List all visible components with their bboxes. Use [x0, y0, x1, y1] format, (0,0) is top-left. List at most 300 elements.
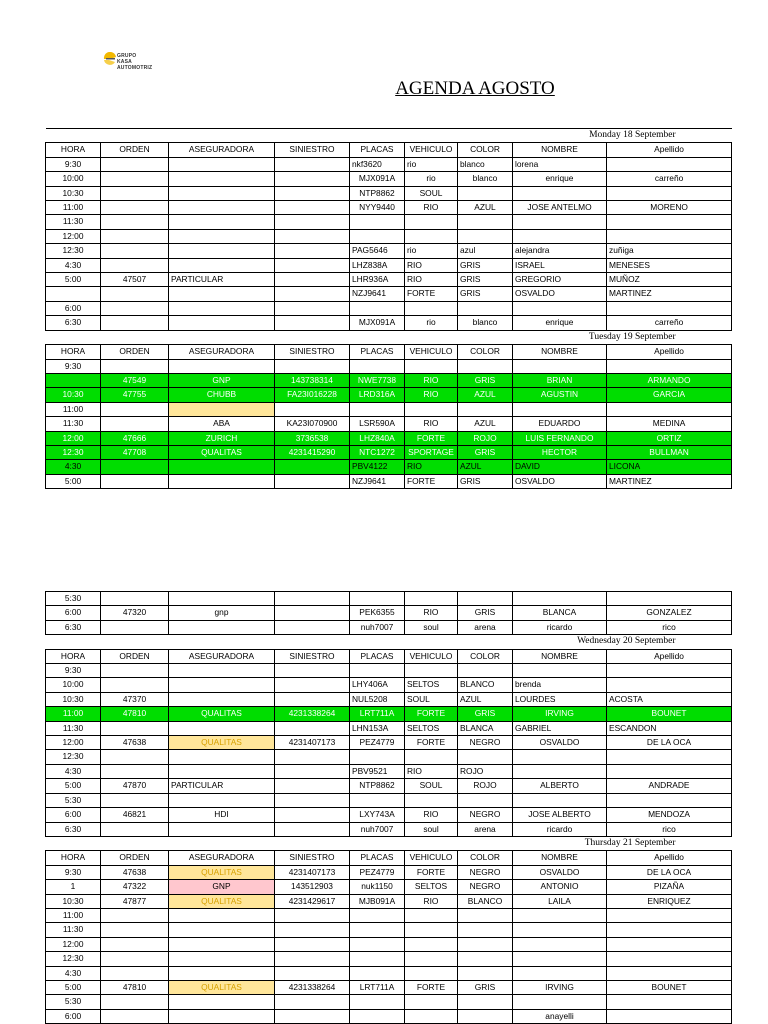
table-cell	[169, 620, 275, 634]
table-cell	[101, 244, 169, 258]
table-cell	[169, 822, 275, 836]
table-cell: FORTE	[405, 474, 458, 488]
table-cell	[513, 995, 607, 1009]
table-cell: 10:00	[46, 172, 101, 186]
table-cell: LHN153A	[350, 721, 405, 735]
table-cell: 11:30	[46, 923, 101, 937]
table-cell	[275, 966, 350, 980]
table-cell: 4:30	[46, 460, 101, 474]
table-cell: PEZ4779	[350, 736, 405, 750]
table-cell	[350, 793, 405, 807]
column-header: SINIESTRO	[275, 649, 350, 663]
table-cell: MUÑOZ	[607, 273, 732, 287]
table-cell	[101, 952, 169, 966]
table-cell	[169, 793, 275, 807]
table-cell: QUALITAS	[169, 894, 275, 908]
table-cell	[101, 1009, 169, 1023]
table-cell	[607, 966, 732, 980]
table-cell: 4:30	[46, 258, 101, 272]
table-cell	[458, 215, 513, 229]
table-cell	[405, 402, 458, 416]
table-cell: 47877	[101, 894, 169, 908]
table-cell: 47322	[101, 880, 169, 894]
column-header: SINIESTRO	[275, 851, 350, 865]
table-cell: EDUARDO	[513, 417, 607, 431]
table-cell	[101, 474, 169, 488]
table-row	[46, 258, 732, 272]
table-cell	[405, 923, 458, 937]
table-cell	[607, 908, 732, 922]
table-cell: 10:30	[46, 388, 101, 402]
table-cell: azul	[458, 244, 513, 258]
table-cell	[607, 952, 732, 966]
schedule-table-2	[45, 591, 732, 1024]
table-cell	[275, 721, 350, 735]
table-cell: FA23I016228	[275, 388, 350, 402]
table-cell	[458, 229, 513, 243]
table-cell	[458, 186, 513, 200]
table-cell: GRIS	[458, 287, 513, 301]
logo-mark-icon	[103, 52, 117, 66]
table-cell: 4231415290	[275, 445, 350, 459]
column-header: COLOR	[458, 345, 513, 359]
table-cell	[350, 215, 405, 229]
table-row	[46, 707, 732, 721]
table-row	[46, 793, 732, 807]
table-row	[46, 287, 732, 301]
table-cell: HECTOR	[513, 445, 607, 459]
table-cell: 6:00	[46, 1009, 101, 1023]
table-cell	[405, 750, 458, 764]
table-cell	[405, 301, 458, 315]
table-cell	[101, 750, 169, 764]
table-cell: ESCANDON	[607, 721, 732, 735]
table-row	[46, 678, 732, 692]
table-cell	[275, 258, 350, 272]
table-cell	[169, 258, 275, 272]
table-row	[46, 417, 732, 431]
table-cell: NEGRO	[458, 865, 513, 879]
table-cell: QUALITAS	[169, 445, 275, 459]
table-cell	[169, 172, 275, 186]
table-cell	[101, 359, 169, 373]
table-cell	[607, 1009, 732, 1023]
table-cell: BLANCO	[458, 678, 513, 692]
table-cell	[169, 966, 275, 980]
column-header: PLACAS	[350, 345, 405, 359]
table-cell	[513, 923, 607, 937]
table-cell	[350, 995, 405, 1009]
table-cell	[350, 664, 405, 678]
table-cell	[169, 923, 275, 937]
table-cell: GRIS	[458, 445, 513, 459]
table-cell	[513, 952, 607, 966]
table-cell	[275, 952, 350, 966]
table-cell: LICONA	[607, 460, 732, 474]
table-cell	[275, 620, 350, 634]
column-header-row	[46, 143, 732, 157]
column-header: ASEGURADORA	[169, 345, 275, 359]
column-header: COLOR	[458, 649, 513, 663]
table-row	[46, 157, 732, 171]
table-cell: carreño	[607, 172, 732, 186]
table-cell: brenda	[513, 678, 607, 692]
table-cell	[101, 908, 169, 922]
table-cell: LOURDES	[513, 692, 607, 706]
table-cell	[169, 764, 275, 778]
table-cell	[169, 215, 275, 229]
table-cell	[513, 215, 607, 229]
table-cell: 47666	[101, 431, 169, 445]
table-cell: ABA	[169, 417, 275, 431]
table-cell: 12:00	[46, 431, 101, 445]
table-cell	[275, 359, 350, 373]
table-row	[46, 692, 732, 706]
table-cell: 12:30	[46, 952, 101, 966]
table-cell: GRIS	[458, 606, 513, 620]
table-cell	[169, 721, 275, 735]
column-header: Apellido	[607, 143, 732, 157]
table-cell: 12:30	[46, 750, 101, 764]
table-cell: NUL5208	[350, 692, 405, 706]
table-cell	[607, 359, 732, 373]
table-cell: NEGRO	[458, 808, 513, 822]
table-cell: LUIS FERNANDO	[513, 431, 607, 445]
table-cell	[350, 359, 405, 373]
table-cell: DE LA OCA	[607, 736, 732, 750]
table-cell	[169, 692, 275, 706]
table-cell: LRT711A	[350, 980, 405, 994]
table-cell: 11:30	[46, 417, 101, 431]
table-cell: anayelli	[513, 1009, 607, 1023]
table-cell: 5:00	[46, 779, 101, 793]
table-cell: FORTE	[405, 865, 458, 879]
table-cell	[101, 664, 169, 678]
table-cell	[275, 215, 350, 229]
table-cell: 12:30	[46, 244, 101, 258]
table-cell: 12:00	[46, 937, 101, 951]
table-row	[46, 664, 732, 678]
page-title: AGENDA AGOSTO	[395, 78, 555, 99]
table-cell	[275, 822, 350, 836]
table-cell: 1	[46, 880, 101, 894]
table-cell: BLANCA	[458, 721, 513, 735]
table-cell: 6:30	[46, 822, 101, 836]
table-cell	[101, 937, 169, 951]
column-header: ORDEN	[101, 851, 169, 865]
table-cell: 9:30	[46, 359, 101, 373]
logo-text: GRUPO KASA AUTOMOTRIZ	[117, 53, 153, 71]
table-row	[46, 865, 732, 879]
table-cell	[513, 301, 607, 315]
table-cell: QUALITAS	[169, 736, 275, 750]
table-cell: PARTICULAR	[169, 273, 275, 287]
table-cell	[275, 937, 350, 951]
table-cell: SOUL	[405, 186, 458, 200]
table-cell	[275, 301, 350, 315]
table-cell	[458, 1009, 513, 1023]
table-cell	[513, 750, 607, 764]
column-header: COLOR	[458, 143, 513, 157]
table-cell	[101, 923, 169, 937]
table-cell	[275, 172, 350, 186]
table-cell: JOSE ALBERTO	[513, 808, 607, 822]
table-cell	[275, 678, 350, 692]
table-cell	[275, 460, 350, 474]
table-cell: GRIS	[458, 273, 513, 287]
column-header: Apellido	[607, 649, 732, 663]
table-cell: 10:30	[46, 692, 101, 706]
column-header: PLACAS	[350, 143, 405, 157]
table-cell	[405, 215, 458, 229]
table-cell: QUALITAS	[169, 707, 275, 721]
table-cell	[458, 966, 513, 980]
table-cell: soul	[405, 822, 458, 836]
table-cell: PBV4122	[350, 460, 405, 474]
table-cell: 9:30	[46, 157, 101, 171]
column-header: NOMBRE	[513, 649, 607, 663]
table-row	[46, 172, 732, 186]
table-cell	[275, 402, 350, 416]
table-cell	[101, 460, 169, 474]
table-cell	[101, 157, 169, 171]
day-header-row	[46, 635, 732, 649]
table-cell: DAVID	[513, 460, 607, 474]
table-cell: GRIS	[458, 980, 513, 994]
table-cell	[101, 592, 169, 606]
table-row	[46, 431, 732, 445]
table-cell: ANDRADE	[607, 779, 732, 793]
column-header-row	[46, 851, 732, 865]
table-cell: SOUL	[405, 692, 458, 706]
table-cell: soul	[405, 620, 458, 634]
table-cell: 47810	[101, 980, 169, 994]
table-cell: 4:30	[46, 764, 101, 778]
table-cell: 47549	[101, 373, 169, 387]
table-cell: NTP8862	[350, 779, 405, 793]
table-cell	[513, 229, 607, 243]
table-cell: KA23I070900	[275, 417, 350, 431]
table-cell: ORTIZ	[607, 431, 732, 445]
table-cell: GRIS	[458, 474, 513, 488]
table-cell: 9:30	[46, 865, 101, 879]
table-cell: SELTOS	[405, 880, 458, 894]
table-cell	[405, 966, 458, 980]
table-cell	[169, 201, 275, 215]
table-cell: arena	[458, 822, 513, 836]
table-cell	[275, 474, 350, 488]
table-cell	[275, 273, 350, 287]
table-cell: AZUL	[458, 692, 513, 706]
table-cell	[607, 678, 732, 692]
table-cell: BOUNET	[607, 980, 732, 994]
column-header: ASEGURADORA	[169, 649, 275, 663]
table-cell	[169, 678, 275, 692]
table-cell	[458, 750, 513, 764]
day-header-row	[46, 129, 732, 143]
table-cell	[101, 201, 169, 215]
column-header: ORDEN	[101, 345, 169, 359]
table-cell	[101, 301, 169, 315]
table-cell: 6:00	[46, 606, 101, 620]
table-cell: lorena	[513, 157, 607, 171]
table-cell: GONZALEZ	[607, 606, 732, 620]
table-cell: FORTE	[405, 707, 458, 721]
table-cell: OSVALDO	[513, 736, 607, 750]
column-header: HORA	[46, 345, 101, 359]
table-cell	[169, 664, 275, 678]
table-row	[46, 750, 732, 764]
table-cell	[350, 937, 405, 951]
table-cell	[275, 1009, 350, 1023]
table-cell	[169, 1009, 275, 1023]
table-cell	[169, 157, 275, 171]
table-row	[46, 620, 732, 634]
table-cell: 12:00	[46, 229, 101, 243]
table-cell: RIO	[405, 808, 458, 822]
table-cell	[101, 721, 169, 735]
table-cell: QUALITAS	[169, 980, 275, 994]
column-header: Apellido	[607, 851, 732, 865]
column-header: NOMBRE	[513, 851, 607, 865]
table-cell	[458, 937, 513, 951]
table-cell: OSVALDO	[513, 865, 607, 879]
table-cell: ROJO	[458, 431, 513, 445]
table-cell: 47507	[101, 273, 169, 287]
table-row	[46, 606, 732, 620]
table-cell: NYY9440	[350, 201, 405, 215]
table-row	[46, 215, 732, 229]
table-cell	[607, 301, 732, 315]
table-cell: 6:30	[46, 316, 101, 330]
table-cell	[275, 793, 350, 807]
table-cell	[101, 287, 169, 301]
table-cell: GNP	[169, 373, 275, 387]
table-row	[46, 402, 732, 416]
table-cell	[169, 474, 275, 488]
table-cell	[101, 793, 169, 807]
column-header-row	[46, 649, 732, 663]
table-cell	[607, 157, 732, 171]
table-cell	[350, 923, 405, 937]
table-cell: 4231338264	[275, 980, 350, 994]
table-cell: PIZAÑA	[607, 880, 732, 894]
day-label: Wednesday 20 September	[46, 635, 732, 649]
table-row	[46, 908, 732, 922]
column-header: Apellido	[607, 345, 732, 359]
table-cell: NZJ9641	[350, 287, 405, 301]
table-cell: MARTINEZ	[607, 287, 732, 301]
table-cell: 4231407173	[275, 865, 350, 879]
schedule-table-1	[45, 128, 732, 489]
table-cell: alejandra	[513, 244, 607, 258]
table-cell	[405, 908, 458, 922]
table-row	[46, 273, 732, 287]
table-cell	[607, 215, 732, 229]
table-row	[46, 186, 732, 200]
table-cell: NTC1272	[350, 445, 405, 459]
day-label: Thursday 21 September	[46, 836, 732, 850]
table-cell: 47370	[101, 692, 169, 706]
column-header: SINIESTRO	[275, 143, 350, 157]
table-cell	[101, 995, 169, 1009]
table-cell	[169, 750, 275, 764]
table-cell	[101, 966, 169, 980]
table-cell	[46, 287, 101, 301]
table-cell	[350, 592, 405, 606]
table-cell: FORTE	[405, 287, 458, 301]
table-cell	[101, 620, 169, 634]
table-cell: MENDOZA	[607, 808, 732, 822]
table-cell: LHY406A	[350, 678, 405, 692]
table-cell	[275, 201, 350, 215]
table-row	[46, 474, 732, 488]
table-cell: GRIS	[458, 258, 513, 272]
table-cell: 143512903	[275, 880, 350, 894]
table-cell: 11:30	[46, 721, 101, 735]
table-cell: BRIAN	[513, 373, 607, 387]
table-cell	[607, 923, 732, 937]
table-cell: blanco	[458, 157, 513, 171]
table-row	[46, 445, 732, 459]
table-cell: GABRIEL	[513, 721, 607, 735]
table-cell: LHZ840A	[350, 431, 405, 445]
table-cell	[458, 664, 513, 678]
table-cell	[458, 592, 513, 606]
table-cell: AZUL	[458, 388, 513, 402]
table-cell	[405, 793, 458, 807]
table-cell: AZUL	[458, 460, 513, 474]
table-cell: 5:30	[46, 793, 101, 807]
column-header: VEHICULO	[405, 851, 458, 865]
table-cell: AZUL	[458, 417, 513, 431]
table-cell: GARCIA	[607, 388, 732, 402]
table-row	[46, 779, 732, 793]
table-cell	[169, 995, 275, 1009]
table-cell: RIO	[405, 201, 458, 215]
table-cell	[607, 229, 732, 243]
table-cell: NTP8862	[350, 186, 405, 200]
table-cell: BLANCO	[458, 894, 513, 908]
table-cell: 47638	[101, 865, 169, 879]
table-cell: ISRAEL	[513, 258, 607, 272]
table-cell: nuk1150	[350, 880, 405, 894]
day-label: Tuesday 19 September	[46, 330, 732, 344]
table-cell: 5:00	[46, 980, 101, 994]
table-cell: 4:30	[46, 966, 101, 980]
table-cell: LSR590A	[350, 417, 405, 431]
column-header: COLOR	[458, 851, 513, 865]
column-header: PLACAS	[350, 649, 405, 663]
table-cell	[458, 301, 513, 315]
table-row	[46, 736, 732, 750]
table-row	[46, 1009, 732, 1023]
table-cell: RIO	[405, 460, 458, 474]
table-cell	[275, 995, 350, 1009]
table-cell: ricardo	[513, 822, 607, 836]
table-cell: ARMANDO	[607, 373, 732, 387]
table-cell: enrique	[513, 172, 607, 186]
table-cell	[607, 995, 732, 1009]
table-cell	[458, 952, 513, 966]
column-header: NOMBRE	[513, 345, 607, 359]
table-cell	[513, 186, 607, 200]
table-cell: PBV9521	[350, 764, 405, 778]
table-cell: rio	[405, 157, 458, 171]
column-header: ORDEN	[101, 649, 169, 663]
table-cell: JOSE ANTELMO	[513, 201, 607, 215]
table-row	[46, 808, 732, 822]
